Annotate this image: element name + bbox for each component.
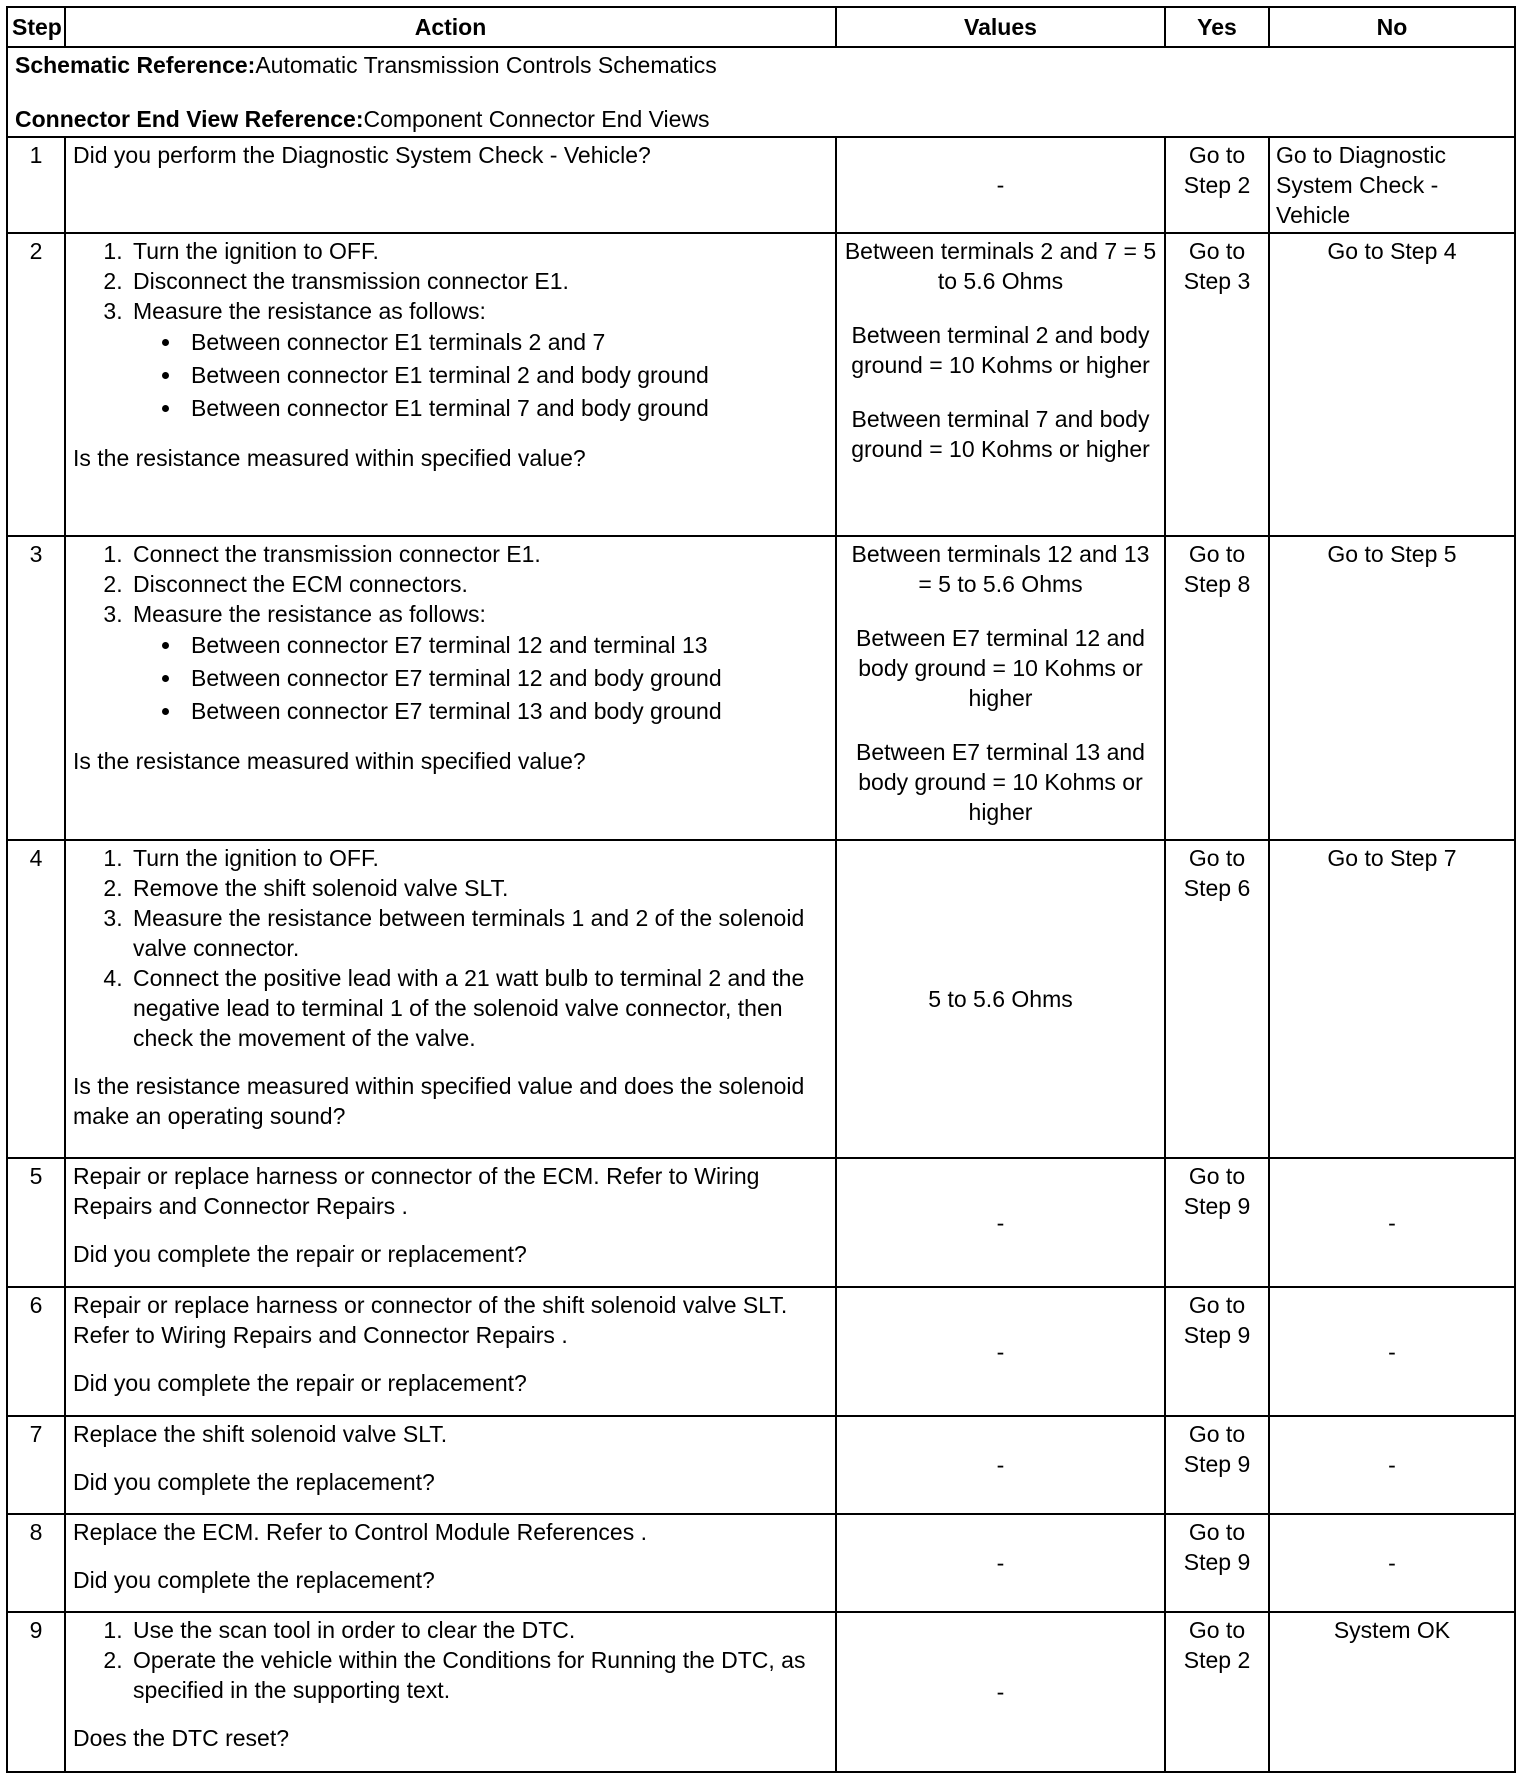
table-row-step-2: [7, 233, 1515, 536]
table-row-step-6: [7, 1287, 1515, 1416]
value-text: Between terminals 12 and 13 = 5 to 5.6 Ohms: [851, 541, 1150, 597]
no-cell: Go to Step 5: [1269, 536, 1515, 840]
action-text: Repair or replace harness or connector of the ECM. Refer to Wiring Repairs and Connector Repairs .: [73, 1163, 760, 1219]
yes-cell: Go to Step 9: [1165, 1514, 1269, 1612]
yes-cell: Go to Step 9: [1165, 1158, 1269, 1287]
value-text: Between terminals 2 and 7 = 5 to 5.6 Ohms: [844, 238, 1157, 294]
step-number: 7: [7, 1416, 65, 1514]
list-item-text: Measure the resistance as follows:: [133, 601, 486, 627]
diagnostic-table: [6, 6, 1516, 1773]
header-no: No: [1269, 7, 1515, 47]
values-cell: -: [836, 1416, 1165, 1514]
action-text: Did you perform the Diagnostic System Check - Vehicle?: [73, 142, 651, 168]
action-cell: [65, 1287, 836, 1416]
header-yes: Yes: [1165, 7, 1269, 47]
action-cell: [65, 1416, 836, 1514]
no-cell: Go to Step 4: [1269, 233, 1515, 536]
action-cell: [65, 137, 836, 233]
no-cell: -: [1269, 1287, 1515, 1416]
table-row-step-3: [7, 536, 1515, 840]
list-item: 4. Connect the positive lead with a 21 watt bulb to terminal 2 and the negative lead to terminal 1 of the solenoid valve connector, then check the movement of the valve.: [129, 963, 828, 1053]
action-cell: [65, 840, 836, 1158]
connector-end-view-reference: [15, 104, 1507, 134]
value-text: Between E7 terminal 13 and body ground = 10 Kohms or higher: [856, 739, 1145, 825]
measurement-bullets: [133, 326, 828, 425]
no-cell: Go to Diagnostic System Check - Vehicle: [1269, 137, 1515, 233]
bullet-item: • Between connector E1 terminal 2 and body ground: [183, 359, 828, 392]
action-text: Replace the shift solenoid valve SLT.: [73, 1421, 448, 1447]
table-row-step-8: [7, 1514, 1515, 1612]
action-cell: [65, 1612, 836, 1772]
reference-row: [7, 47, 1515, 137]
header-values: Values: [836, 7, 1165, 47]
action-cell: [65, 536, 836, 840]
table-row-step-9: [7, 1612, 1515, 1772]
no-cell: Go to Step 7: [1269, 840, 1515, 1158]
values-cell: -: [836, 137, 1165, 233]
table-row-step-5: [7, 1158, 1515, 1287]
action-steps-list: [73, 1615, 828, 1705]
connector-reference-label: Connector End View Reference:: [15, 106, 364, 132]
action-question: Does the DTC reset?: [73, 1725, 290, 1751]
bullet-item: • Between connector E7 terminal 12 and terminal 13: [183, 629, 828, 662]
header-step: Step: [7, 7, 65, 47]
header-action: Action: [65, 7, 836, 47]
list-item: 2. Disconnect the ECM connectors.: [129, 569, 828, 599]
action-question: Did you complete the replacement?: [73, 1469, 435, 1495]
table-row-step-4: [7, 840, 1515, 1158]
action-question: Did you complete the repair or replacement?: [73, 1370, 527, 1396]
step-number: 8: [7, 1514, 65, 1612]
list-item: 1. Turn the ignition to OFF.: [129, 236, 828, 266]
table-row-step-1: [7, 137, 1515, 233]
step-number: 5: [7, 1158, 65, 1287]
action-cell: [65, 1158, 836, 1287]
step-number: 2: [7, 233, 65, 536]
yes-cell: Go to Step 2: [1165, 1612, 1269, 1772]
action-text: Repair or replace harness or connector of the shift solenoid valve SLT. Refer to Wiring Repairs and Connector Repairs .: [73, 1292, 788, 1348]
yes-cell: Go to Step 6: [1165, 840, 1269, 1158]
step-number: 6: [7, 1287, 65, 1416]
action-question: Is the resistance measured within specified value?: [73, 748, 586, 774]
schematic-reference: [15, 50, 1507, 80]
values-cell: [836, 536, 1165, 840]
schematic-reference-label: Schematic Reference:: [15, 52, 256, 78]
bullet-item: • Between connector E1 terminal 7 and body ground: [183, 392, 828, 425]
no-cell: -: [1269, 1158, 1515, 1287]
action-question: Is the resistance measured within specified value?: [73, 445, 586, 471]
schematic-reference-value: Automatic Transmission Controls Schematics: [255, 52, 717, 78]
yes-cell: Go to Step 9: [1165, 1416, 1269, 1514]
no-cell: System OK: [1269, 1612, 1515, 1772]
reference-cell: [7, 47, 1515, 137]
action-question: Is the resistance measured within specified value and does the solenoid make an operating sound?: [73, 1073, 805, 1129]
values-cell: -: [836, 1612, 1165, 1772]
list-item: 2. Remove the shift solenoid valve SLT.: [129, 873, 828, 903]
step-number: 3: [7, 536, 65, 840]
value-text: Between terminal 7 and body ground = 10 Kohms or higher: [851, 406, 1150, 462]
action-cell: [65, 233, 836, 536]
step-number: 4: [7, 840, 65, 1158]
header-row: [7, 7, 1515, 47]
table-row-step-7: [7, 1416, 1515, 1514]
values-cell: -: [836, 1287, 1165, 1416]
list-item: 1. Turn the ignition to OFF.: [129, 843, 828, 873]
bullet-item: • Between connector E7 terminal 12 and body ground: [183, 662, 828, 695]
action-question: Did you complete the replacement?: [73, 1567, 435, 1593]
action-steps-list: [73, 236, 828, 425]
list-item: 2. Disconnect the transmission connector E1.: [129, 266, 828, 296]
value-text: Between terminal 2 and body ground = 10 Kohms or higher: [851, 322, 1150, 378]
connector-reference-value: Component Connector End Views: [363, 106, 710, 132]
action-text: Replace the ECM. Refer to Control Module References .: [73, 1519, 647, 1545]
bullet-item: • Between connector E1 terminals 2 and 7: [183, 326, 828, 359]
action-cell: [65, 1514, 836, 1612]
list-item-text: Measure the resistance as follows:: [133, 298, 486, 324]
action-steps-list: [73, 539, 828, 728]
list-item: [129, 599, 828, 728]
action-question: Did you complete the repair or replacement?: [73, 1241, 527, 1267]
step-number: 1: [7, 137, 65, 233]
list-item: 1. Use the scan tool in order to clear the DTC.: [129, 1615, 828, 1645]
yes-cell: Go to Step 8: [1165, 536, 1269, 840]
action-steps-list: [73, 843, 828, 1053]
yes-cell: Go to Step 2: [1165, 137, 1269, 233]
values-cell: [836, 233, 1165, 536]
list-item: [129, 296, 828, 425]
measurement-bullets: [133, 629, 828, 728]
values-cell: -: [836, 1514, 1165, 1612]
step-number: 9: [7, 1612, 65, 1772]
no-cell: -: [1269, 1416, 1515, 1514]
no-cell: -: [1269, 1514, 1515, 1612]
yes-cell: Go to Step 3: [1165, 233, 1269, 536]
value-text: Between E7 terminal 12 and body ground = 10 Kohms or higher: [856, 625, 1145, 711]
bullet-item: • Between connector E7 terminal 13 and body ground: [183, 695, 828, 728]
list-item: 2. Operate the vehicle within the Conditions for Running the DTC, as specified in the supporting text.: [129, 1645, 828, 1705]
values-cell: 5 to 5.6 Ohms: [836, 840, 1165, 1158]
values-cell: -: [836, 1158, 1165, 1287]
list-item: 1. Connect the transmission connector E1.: [129, 539, 828, 569]
yes-cell: Go to Step 9: [1165, 1287, 1269, 1416]
list-item: 3. Measure the resistance between terminals 1 and 2 of the solenoid valve connector.: [129, 903, 828, 963]
